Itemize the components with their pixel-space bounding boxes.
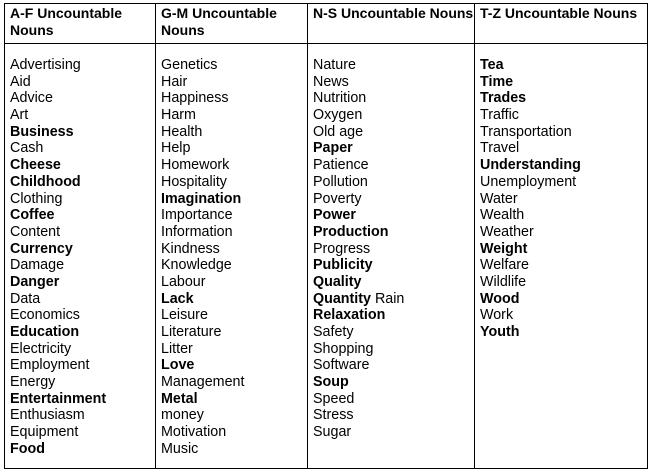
uncountable-nouns-table — [4, 3, 648, 469]
noun-text: Sugar — [313, 424, 352, 441]
noun-text: Litter — [161, 340, 193, 357]
noun-text: Clothing — [10, 190, 63, 207]
noun-item — [313, 241, 474, 258]
noun-item — [480, 274, 647, 291]
noun-text: Food — [10, 440, 45, 457]
noun-text: Stress — [313, 407, 354, 424]
noun-item — [313, 291, 474, 308]
noun-item — [480, 57, 647, 74]
column-n-s — [308, 44, 475, 469]
noun-item — [10, 174, 155, 191]
noun-text: Relaxation — [313, 307, 386, 324]
noun-text: Advice — [10, 90, 53, 107]
noun-text: Education — [10, 324, 80, 340]
noun-item — [480, 257, 647, 274]
noun-item — [10, 241, 155, 258]
noun-text: Unemployment — [480, 173, 577, 190]
noun-text: Leisure — [161, 307, 208, 324]
noun-item — [10, 257, 155, 274]
noun-text: Paper — [313, 140, 353, 157]
noun-item — [161, 124, 307, 141]
column-t-z — [475, 44, 648, 469]
noun-text: Damage — [10, 257, 65, 274]
noun-text: Tea — [480, 57, 504, 73]
noun-item — [10, 224, 155, 241]
noun-item — [313, 274, 474, 291]
noun-item — [480, 241, 647, 258]
noun-item — [313, 107, 474, 124]
noun-item — [10, 124, 155, 141]
noun-item — [313, 207, 474, 224]
noun-text: Software — [313, 357, 370, 374]
noun-text: Nutrition — [313, 90, 367, 107]
noun-item — [480, 90, 647, 107]
noun-text: Publicity — [313, 257, 373, 274]
noun-text: Love — [161, 357, 195, 374]
noun-item — [161, 391, 307, 408]
noun-text: Shopping — [313, 340, 374, 357]
noun-text: Pollution — [313, 173, 368, 190]
noun-item — [480, 324, 647, 341]
noun-text: Trades — [480, 90, 527, 107]
noun-text: Quality — [313, 273, 362, 290]
noun-text: Labour — [161, 273, 206, 290]
noun-item — [480, 74, 647, 91]
noun-text-suffix: Rain — [370, 290, 405, 307]
noun-text: Hair — [161, 73, 188, 90]
noun-item — [161, 224, 307, 241]
noun-text: Data — [10, 290, 41, 307]
noun-item — [313, 357, 474, 374]
noun-text: Progress — [313, 240, 371, 257]
noun-text: Patience — [313, 157, 369, 174]
column-a-f — [5, 44, 156, 469]
noun-text: Aid — [10, 73, 31, 90]
noun-item — [161, 357, 307, 374]
noun-text: Enthusiasm — [10, 407, 85, 424]
noun-item — [313, 307, 474, 324]
noun-item — [161, 107, 307, 124]
noun-text: Happiness — [161, 90, 229, 107]
noun-item — [313, 140, 474, 157]
noun-item — [10, 291, 155, 308]
noun-text: Literature — [161, 324, 222, 340]
noun-item — [10, 424, 155, 441]
noun-text: Power — [313, 207, 356, 224]
noun-item — [161, 90, 307, 107]
noun-text: Art — [10, 107, 29, 124]
noun-text: Employment — [10, 357, 90, 374]
noun-text: Poverty — [313, 190, 362, 207]
noun-text: Water — [480, 190, 518, 207]
noun-item — [161, 424, 307, 441]
noun-item — [313, 391, 474, 408]
noun-text: Oxygen — [313, 107, 363, 124]
noun-text: Travel — [480, 140, 520, 157]
noun-text: Speed — [313, 390, 355, 407]
noun-text: Old age — [313, 123, 364, 140]
noun-text: Nature — [313, 57, 356, 73]
noun-item — [161, 207, 307, 224]
noun-item — [313, 374, 474, 391]
noun-text: Energy — [10, 374, 56, 391]
noun-item — [313, 324, 474, 341]
noun-item — [480, 291, 647, 308]
noun-item — [161, 341, 307, 358]
noun-item — [10, 374, 155, 391]
noun-text: Content — [10, 223, 61, 240]
noun-text: Welfare — [480, 257, 529, 274]
noun-text: Economics — [10, 307, 80, 324]
noun-item — [480, 140, 647, 157]
column-header-g-m: G-M Uncountable Nouns — [156, 4, 308, 44]
noun-text: Motivation — [161, 424, 227, 441]
noun-item — [313, 90, 474, 107]
noun-item — [161, 307, 307, 324]
body-row — [5, 44, 648, 469]
noun-text: Production — [313, 223, 389, 240]
noun-text: Traffic — [480, 107, 519, 124]
noun-text: money — [161, 407, 204, 424]
noun-item — [161, 274, 307, 291]
noun-item — [313, 191, 474, 208]
noun-text: Kindness — [161, 240, 220, 257]
noun-item — [10, 307, 155, 324]
noun-item — [313, 424, 474, 441]
noun-item — [161, 374, 307, 391]
noun-text: Currency — [10, 240, 73, 257]
noun-item — [480, 174, 647, 191]
noun-item — [161, 174, 307, 191]
noun-item — [161, 291, 307, 308]
noun-text: Hospitality — [161, 173, 227, 190]
noun-item — [161, 407, 307, 424]
noun-item — [161, 57, 307, 74]
noun-text: Safety — [313, 324, 354, 340]
noun-text: Information — [161, 223, 233, 240]
noun-item — [10, 391, 155, 408]
noun-item — [480, 191, 647, 208]
noun-text: Management — [161, 374, 245, 391]
noun-item — [480, 107, 647, 124]
noun-text: Electricity — [10, 340, 72, 357]
noun-text: Health — [161, 123, 203, 140]
noun-item — [313, 257, 474, 274]
noun-item — [10, 441, 155, 458]
noun-text: Genetics — [161, 57, 218, 73]
noun-item — [313, 224, 474, 241]
noun-item — [313, 341, 474, 358]
noun-item — [480, 224, 647, 241]
noun-text: Coffee — [10, 207, 55, 224]
noun-text: Equipment — [10, 424, 79, 441]
noun-text: News — [313, 73, 349, 90]
noun-item — [10, 407, 155, 424]
noun-item — [10, 274, 155, 291]
noun-text: Help — [161, 140, 191, 157]
noun-item — [161, 324, 307, 341]
noun-item — [161, 241, 307, 258]
noun-item — [480, 157, 647, 174]
noun-text: Imagination — [161, 190, 242, 207]
noun-text: Youth — [480, 324, 520, 340]
noun-text: Importance — [161, 207, 233, 224]
noun-item — [480, 207, 647, 224]
noun-item — [161, 140, 307, 157]
noun-item — [10, 191, 155, 208]
noun-item — [313, 57, 474, 74]
noun-text: Harm — [161, 107, 196, 124]
noun-text: Understanding — [480, 157, 581, 174]
noun-item — [10, 74, 155, 91]
header-row — [5, 4, 648, 44]
noun-item — [161, 191, 307, 208]
noun-item — [161, 441, 307, 458]
noun-text: Lack — [161, 290, 194, 307]
noun-text: Metal — [161, 390, 198, 407]
noun-text: Time — [480, 73, 514, 90]
noun-text: Music — [161, 440, 199, 457]
noun-text: Wildlife — [480, 273, 527, 290]
noun-text: Wood — [480, 290, 520, 307]
column-header-n-s: N-S Uncountable Nouns — [308, 4, 475, 44]
noun-item — [10, 57, 155, 74]
noun-item — [313, 157, 474, 174]
noun-text: Quantity — [313, 290, 371, 307]
noun-item — [10, 107, 155, 124]
column-g-m — [156, 44, 308, 469]
noun-text: Soup — [313, 374, 349, 391]
noun-text: Homework — [161, 157, 230, 174]
noun-item — [10, 90, 155, 107]
noun-text: Danger — [10, 273, 60, 290]
noun-item — [313, 174, 474, 191]
noun-text: Weather — [480, 223, 534, 240]
noun-item — [10, 357, 155, 374]
noun-item — [10, 324, 155, 341]
noun-item — [10, 207, 155, 224]
noun-text: Business — [10, 123, 74, 140]
noun-text: Advertising — [10, 57, 81, 73]
noun-text: Entertainment — [10, 390, 107, 407]
noun-text: Cash — [10, 140, 44, 157]
column-header-t-z: T-Z Uncountable Nouns — [475, 4, 648, 44]
noun-text: Knowledge — [161, 257, 232, 274]
noun-item — [10, 140, 155, 157]
noun-item — [161, 157, 307, 174]
noun-item — [161, 257, 307, 274]
noun-item — [313, 407, 474, 424]
noun-item — [313, 124, 474, 141]
column-header-a-f: A-F Uncountable Nouns — [5, 4, 156, 44]
noun-item — [10, 157, 155, 174]
noun-item — [313, 74, 474, 91]
noun-text: Cheese — [10, 157, 61, 174]
noun-text: Weight — [480, 240, 528, 257]
noun-item — [161, 74, 307, 91]
noun-item — [480, 307, 647, 324]
noun-text: Work — [480, 307, 514, 324]
noun-text: Transportation — [480, 123, 572, 140]
noun-text: Wealth — [480, 207, 525, 224]
noun-item — [480, 124, 647, 141]
noun-item — [10, 341, 155, 358]
noun-text: Childhood — [10, 173, 81, 190]
